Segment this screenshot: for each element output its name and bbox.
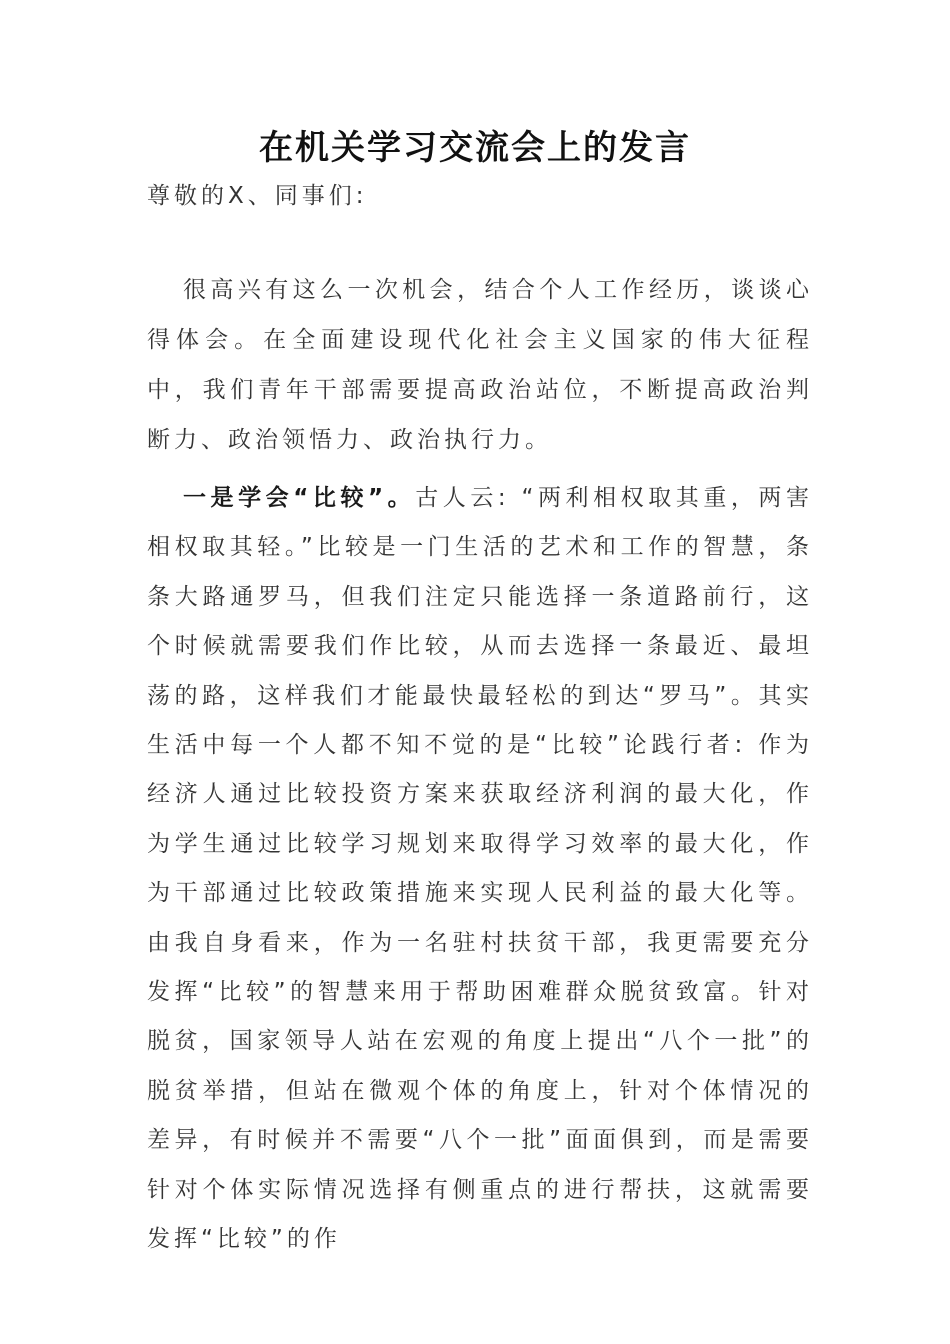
paragraph-body-text: 古人云: “两利相权取其重，两害相权取其轻。”比较是一门生活的艺术和工作的智慧，条条大路通罗马，但我们注定只能选择一条道路前行，这个时候就需要我们作比较，从而去选择一条最近、最坦荡的路，这样我们才能最快最轻松的到达“罗马”。其实生活中每一个人都不知不觉的是“比较”论践行者: 作为经济人通过比较投资方案来获取经济利润的最大化，作为学生通过比较学习规划来取得学习效率的最大化，作为干部通过比较政策措施来实现人民利益的最大化等。由我自身看来，作为一名驻村扶贫干部，我更需要充分发挥“比较”的智慧来用于帮助困难群众脱贫致富。针对脱贫，国家领导人站在宏观的角度上提出“八个一批”的脱贫举措，但站在微观个体的角度上，针对个体情况的差异，有时候并不需要“八个一批”面面俱到，而是需要针对个体实际情况选择有侧重点的进行帮扶，这就需要发挥“比较”的作 — [147, 485, 813, 1253]
paragraph-comparison — [147, 474, 813, 1265]
document-title: 在机关学习交流会上的发言 — [259, 128, 691, 168]
salutation: 尊敬的X、同事们: — [147, 183, 368, 209]
paragraph-lead-heading: 一是学会“比较”。 — [183, 485, 416, 511]
paragraph-intro: 很高兴有这么一次机会，结合个人工作经历，谈谈心得体会。在全面建设现代化社会主义国家的伟大征程中，我们青年干部需要提高政治站位，不断提高政治判断力、政治领悟力、政治执行力。 — [147, 277, 813, 453]
